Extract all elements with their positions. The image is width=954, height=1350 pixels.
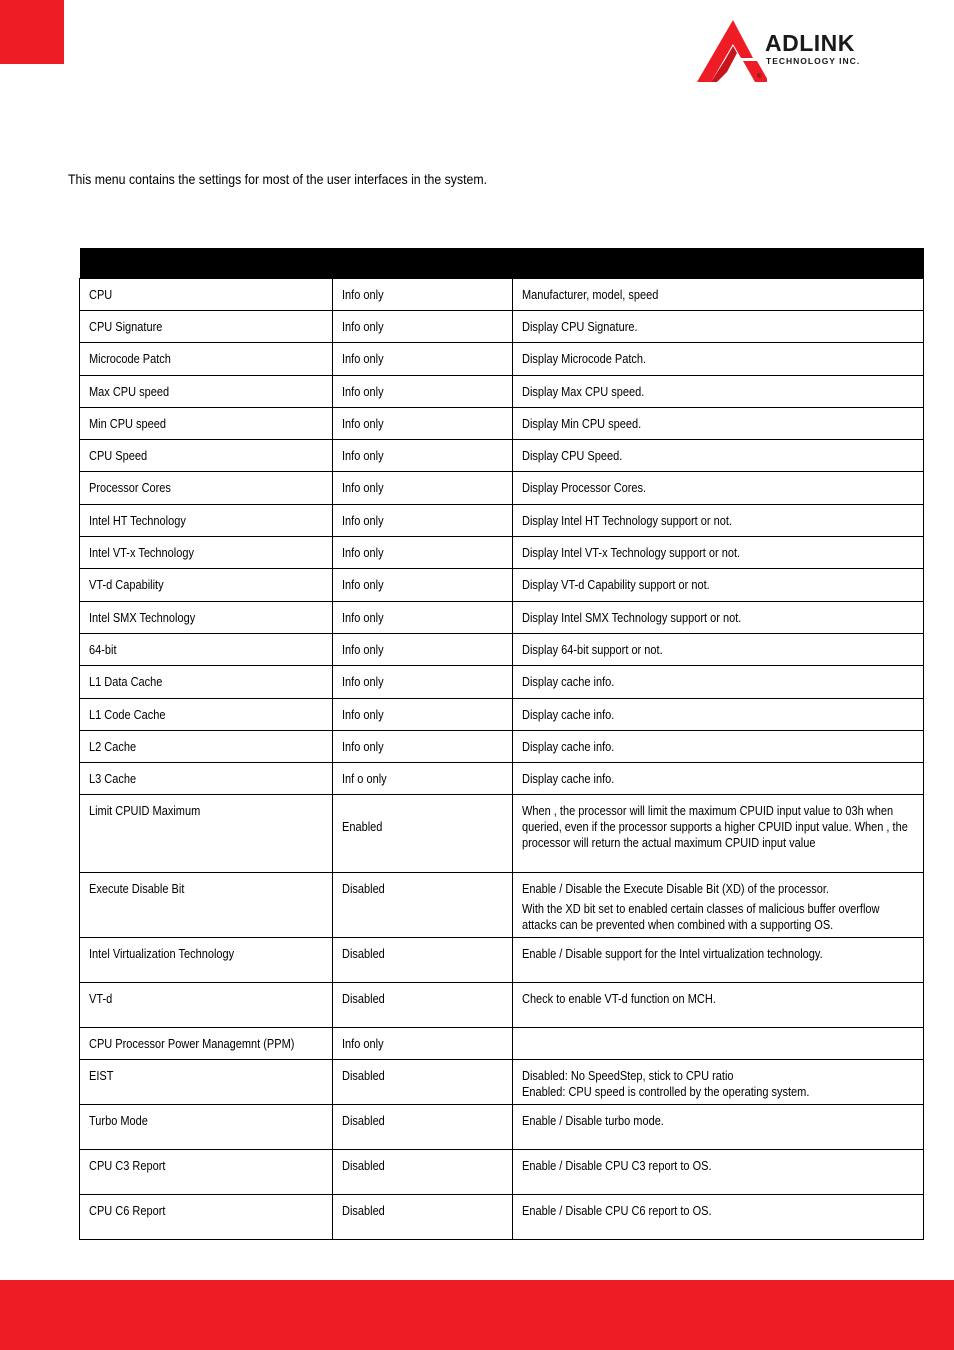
- cell-feature-text: VT-d Capability: [89, 578, 164, 592]
- cell-description-text: Enable / Disable turbo mode.: [522, 1114, 664, 1128]
- cell-feature-text: Intel Virtualization Technology: [89, 947, 235, 961]
- table-row: [80, 1150, 924, 1195]
- cell-option: [333, 472, 513, 505]
- cell-description: [513, 440, 924, 472]
- cell-description-text: Display Microcode Patch.: [522, 352, 647, 366]
- cell-option: [333, 731, 513, 763]
- cell-description-text: Display Processor Cores.: [522, 481, 647, 495]
- cell-option: [333, 634, 513, 666]
- cell-feature-text: VT-d: [89, 992, 113, 1006]
- cell-description: [513, 1060, 924, 1105]
- cell-description: [513, 795, 924, 873]
- cell-option-text: Info only: [342, 449, 384, 463]
- cell-feature-text: Max CPU speed: [89, 385, 170, 399]
- cell-feature-text: L2 Cache: [89, 740, 137, 754]
- cell-feature-text: CPU C6 Report: [89, 1204, 166, 1218]
- cell-feature: [80, 1195, 333, 1240]
- intro-text: This menu contains the settings for most of the user interfaces in the system.: [68, 171, 488, 187]
- cell-description-text: Enable / Disable CPU C3 report to OS.: [522, 1159, 712, 1173]
- cell-option: [333, 1195, 513, 1240]
- footer-bar: [0, 1280, 954, 1350]
- cell-option-text: Info only: [342, 385, 384, 399]
- cell-feature: [80, 537, 333, 569]
- cell-description-text: Display Intel HT Technology support or not.: [522, 514, 732, 528]
- cell-option-text: Disabled: [342, 947, 385, 961]
- header-description: [513, 248, 924, 279]
- cell-feature-text: Processor Cores: [89, 481, 171, 495]
- cell-option: [333, 1150, 513, 1195]
- cell-feature-text: Min CPU speed: [89, 417, 167, 431]
- cell-option: [333, 440, 513, 472]
- table-row: [80, 763, 924, 795]
- cell-description-text: Enable / Disable support for the Intel virtualization technology.: [522, 947, 823, 961]
- cell-option-text: Disabled: [342, 1114, 385, 1128]
- brand-registered-mark: ®: [757, 74, 762, 80]
- cell-option: [333, 408, 513, 440]
- table-row: [80, 1060, 924, 1105]
- cell-feature: [80, 1105, 333, 1150]
- cell-feature-text: Intel SMX Technology: [89, 611, 196, 625]
- cell-option: [333, 376, 513, 408]
- cell-feature: [80, 408, 333, 440]
- cell-feature-text: L1 Data Cache: [89, 675, 163, 689]
- cell-feature: [80, 440, 333, 472]
- cell-description: [513, 1150, 924, 1195]
- cell-option-text: Disabled: [342, 1069, 385, 1083]
- cell-description-text: Display Min CPU speed.: [522, 417, 642, 431]
- cell-description: [513, 666, 924, 699]
- cell-option: [333, 505, 513, 537]
- cell-option: [333, 602, 513, 634]
- cell-option: [333, 343, 513, 376]
- cell-description: [513, 408, 924, 440]
- cell-option: [333, 699, 513, 731]
- cell-feature: [80, 1150, 333, 1195]
- cell-option: [333, 763, 513, 795]
- cell-description-text: Display CPU Signature.: [522, 320, 638, 334]
- cell-feature-text: CPU Processor Power Managemnt (PPM): [89, 1037, 295, 1051]
- cell-feature-text: CPU: [89, 288, 113, 302]
- table-row: [80, 343, 924, 376]
- cell-feature-text: L1 Code Cache: [89, 708, 166, 722]
- cell-feature: [80, 376, 333, 408]
- cell-option-text: Info only: [342, 611, 384, 625]
- cell-feature-text: CPU C3 Report: [89, 1159, 166, 1173]
- table-row: [80, 634, 924, 666]
- cell-description: [513, 1028, 924, 1060]
- cell-option-text: Info only: [342, 1037, 384, 1051]
- cell-option: [333, 537, 513, 569]
- cell-description-text: Enable / Disable CPU C6 report to OS.: [522, 1204, 712, 1218]
- cell-feature: [80, 699, 333, 731]
- table-row: [80, 472, 924, 505]
- cell-description-text: Display cache info.: [522, 772, 615, 786]
- cell-feature: [80, 569, 333, 602]
- cell-feature: [80, 505, 333, 537]
- cell-option: [333, 311, 513, 343]
- table-row: [80, 731, 924, 763]
- cell-description: [513, 376, 924, 408]
- cell-description-text: Display cache info.: [522, 708, 615, 722]
- cell-description: [513, 1195, 924, 1240]
- cell-description-text: Enable / Disable the Execute Disable Bit (XD) of the processor.: [522, 882, 829, 896]
- cell-option: [333, 569, 513, 602]
- cell-feature: [80, 873, 333, 938]
- adlink-logo: [697, 20, 912, 84]
- cell-description-text: Check to enable VT-d function on MCH.: [522, 992, 716, 1006]
- cell-description: [513, 472, 924, 505]
- cell-feature: [80, 602, 333, 634]
- cell-feature: [80, 311, 333, 343]
- table-row: [80, 666, 924, 699]
- cell-option: [333, 795, 513, 873]
- cell-description-text: Display Max CPU speed.: [522, 385, 645, 399]
- cell-feature: [80, 343, 333, 376]
- header-feature: [80, 248, 333, 279]
- table-row: [80, 983, 924, 1028]
- settings-table: [79, 248, 924, 1240]
- cell-option-text: Info only: [342, 578, 384, 592]
- table-row: [80, 1105, 924, 1150]
- cell-description-extra-text: With the XD bit set to enabled certain classes of malicious buffer overflow attacks can be prevented when combined with a supporting OS.: [522, 902, 880, 932]
- cell-option: [333, 873, 513, 938]
- brand-subtitle: TECHNOLOGY INC.: [766, 56, 861, 66]
- cell-option: [333, 1060, 513, 1105]
- cell-feature: [80, 1028, 333, 1060]
- cell-option: [333, 938, 513, 983]
- cell-description: [513, 873, 924, 938]
- cell-option-text: Info only: [342, 643, 384, 657]
- table-row: [80, 1028, 924, 1060]
- cell-feature-text: CPU Signature: [89, 320, 163, 334]
- cell-description: [513, 602, 924, 634]
- cell-feature-text: L3 Cache: [89, 772, 137, 786]
- cell-option-text: Enabled: [342, 820, 383, 834]
- brand-name: ADLINK: [765, 30, 855, 56]
- cell-feature-text: Limit CPUID Maximum: [89, 804, 201, 818]
- cell-description: [513, 537, 924, 569]
- cell-option-text: Disabled: [342, 1204, 385, 1218]
- table-row: [80, 376, 924, 408]
- cell-feature: [80, 983, 333, 1028]
- cell-feature-text: 64-bit: [89, 643, 117, 657]
- corner-accent-block: [0, 0, 64, 64]
- cell-description-text: Disabled: No SpeedStep, stick to CPU ratio: [522, 1069, 734, 1083]
- cell-option: [333, 279, 513, 311]
- table-row: [80, 537, 924, 569]
- table-row: [80, 873, 924, 938]
- cell-feature-text: Intel HT Technology: [89, 514, 186, 528]
- cell-option-text: Info only: [342, 417, 384, 431]
- cell-option-text: Info only: [342, 320, 384, 334]
- table-row: [80, 938, 924, 983]
- cell-option: [333, 983, 513, 1028]
- table-row: [80, 505, 924, 537]
- cell-option-text: Info only: [342, 352, 384, 366]
- header-option: [333, 248, 513, 279]
- cell-option: [333, 666, 513, 699]
- cell-feature: [80, 472, 333, 505]
- cell-feature-text: Intel VT-x Technology: [89, 546, 194, 560]
- cell-feature: [80, 1060, 333, 1105]
- cell-description: [513, 569, 924, 602]
- cell-description: [513, 505, 924, 537]
- cell-feature-text: Microcode Patch: [89, 352, 171, 366]
- cell-feature: [80, 634, 333, 666]
- cell-description-text: Display 64-bit support or not.: [522, 643, 663, 657]
- cell-description: [513, 634, 924, 666]
- cell-option-text: Info only: [342, 481, 384, 495]
- table-row: [80, 408, 924, 440]
- table-row: [80, 440, 924, 472]
- cell-description: [513, 983, 924, 1028]
- cell-description-text: Display VT-d Capability support or not.: [522, 578, 710, 592]
- cell-description-text: Display cache info.: [522, 740, 615, 754]
- cell-description-text: When , the processor will limit the maximum CPUID input value to 03h when queried, even if the processor supports a higher CPUID input value. When , the processor will return the actual maximum CPUID input value: [522, 804, 908, 850]
- table-row: [80, 311, 924, 343]
- cell-description: [513, 731, 924, 763]
- cell-description: [513, 279, 924, 311]
- cell-option-text: Disabled: [342, 1159, 385, 1173]
- cell-option: [333, 1105, 513, 1150]
- cell-feature-text: Turbo Mode: [89, 1114, 148, 1128]
- cell-feature: [80, 666, 333, 699]
- cell-option: [333, 1028, 513, 1060]
- cell-feature-text: CPU Speed: [89, 449, 148, 463]
- cell-description-extra-text: Enabled: CPU speed is controlled by the operating system.: [522, 1085, 810, 1099]
- cell-description: [513, 699, 924, 731]
- cell-option-text: Disabled: [342, 992, 385, 1006]
- cell-feature: [80, 795, 333, 873]
- cell-option-text: Info only: [342, 740, 384, 754]
- table-row: [80, 1195, 924, 1240]
- cell-option-text: Info only: [342, 546, 384, 560]
- table-row: [80, 602, 924, 634]
- cell-description-text: Display Intel SMX Technology support or not.: [522, 611, 742, 625]
- table-row: [80, 699, 924, 731]
- cell-feature-text: EIST: [89, 1069, 114, 1083]
- cell-description: [513, 938, 924, 983]
- cell-feature: [80, 763, 333, 795]
- cell-feature: [80, 279, 333, 311]
- cell-description: [513, 1105, 924, 1150]
- cell-description: [513, 343, 924, 376]
- cell-feature: [80, 938, 333, 983]
- cell-option-text: Info only: [342, 708, 384, 722]
- cell-option-text: Disabled: [342, 882, 385, 896]
- cell-option-text: Info only: [342, 675, 384, 689]
- cell-option-text: Info only: [342, 514, 384, 528]
- cell-description-text: Display CPU Speed.: [522, 449, 623, 463]
- cell-description-text: Display cache info.: [522, 675, 615, 689]
- table-header-row: [80, 248, 924, 279]
- cell-option-text: Info only: [342, 288, 384, 302]
- table-row: [80, 569, 924, 602]
- cell-feature-text: Execute Disable Bit: [89, 882, 185, 896]
- cell-description-text: Manufacturer, model, speed: [522, 288, 659, 302]
- cell-option-text: Inf o only: [342, 772, 387, 786]
- table-row: [80, 795, 924, 873]
- table-row: [80, 279, 924, 311]
- cell-feature: [80, 731, 333, 763]
- cell-description-text: Display Intel VT-x Technology support or not.: [522, 546, 741, 560]
- cell-description: [513, 763, 924, 795]
- cell-description: [513, 311, 924, 343]
